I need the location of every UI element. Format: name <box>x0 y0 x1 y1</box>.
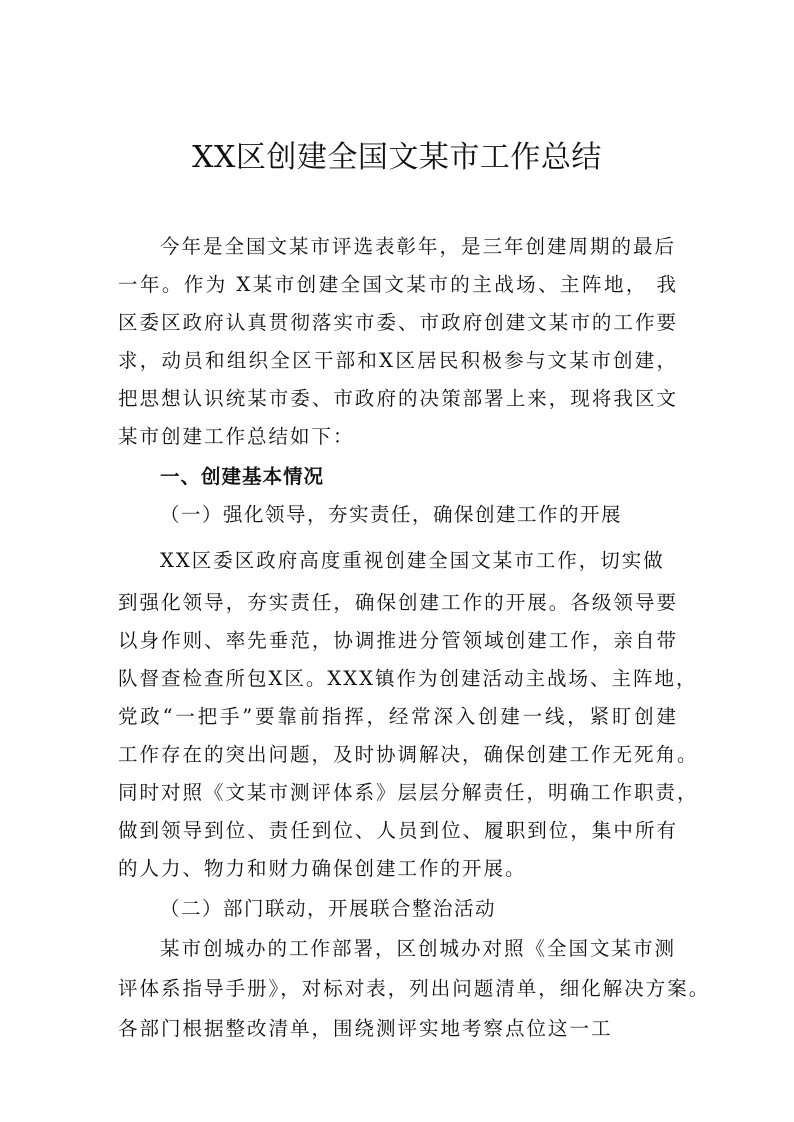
paragraph-line: 评体系指导手册》，对标对表，列出问题清单，细化解决方案。 <box>118 977 711 1000</box>
paragraph-line: 今年是全国文某市评选表彰年，是三年创建周期的最后 <box>160 235 677 258</box>
paragraph-line: 区委区政府认真贯彻落实市委、市政府创建文某市的工作要 <box>118 311 678 334</box>
paragraph-line: XX区委区政府高度重视创建全国文某市工作，切实做 <box>160 549 665 572</box>
paragraph-line: 某市创建工作总结如下： <box>118 425 355 448</box>
subsection-heading: （一）强化领导，夯实责任，确保创建工作的开展 <box>160 503 623 526</box>
paragraph-line: 党政“一把手”要靠前指挥，经常深入创建一线，紧盯创建 <box>118 705 678 728</box>
document-title: XX区创建全国文某市工作总结 <box>192 140 602 175</box>
paragraph-line: 求，动员和组织全区干部和X区居民积极参与文某市创建， <box>118 349 678 372</box>
paragraph-line: 工作存在的突出问题，及时协调解决，确保创建工作无死角。 <box>118 743 699 766</box>
paragraph-line: 队督查检查所包X区。XXX镇作为创建活动主战场、主阵地， <box>118 667 698 690</box>
paragraph-line: 同时对照《文某市测评体系》层层分解责任，明确工作职责， <box>118 781 699 804</box>
paragraph-line: 一年。作为 X某市创建全国文某市的主战场、主阵地， 我 <box>118 273 678 296</box>
section-heading: 一、创建基本情况 <box>160 465 325 488</box>
paragraph-line: 各部门根据整改清单，围绕测评实地考察点位这一工 <box>118 1017 613 1040</box>
paragraph-line: 某市创城办的工作部署，区创城办对照《全国文某市测 <box>160 937 677 960</box>
paragraph-line: 把思想认识统某市委、市政府的决策部署上来，现将我区文 <box>118 387 678 410</box>
paragraph-line: 到强化领导，夯实责任，确保创建工作的开展。各级领导要 <box>118 591 678 614</box>
paragraph-line: 以身作则、率先垂范，协调推进分管领域创建工作，亲自带 <box>118 629 678 652</box>
paragraph-line: 做到领导到位、责任到位、人员到位、履职到位，集中所有 <box>118 819 678 842</box>
subsection-heading: （二）部门联动，开展联合整治活动 <box>160 897 497 920</box>
paragraph-line: 的人力、物力和财力确保创建工作的开展。 <box>118 857 527 880</box>
